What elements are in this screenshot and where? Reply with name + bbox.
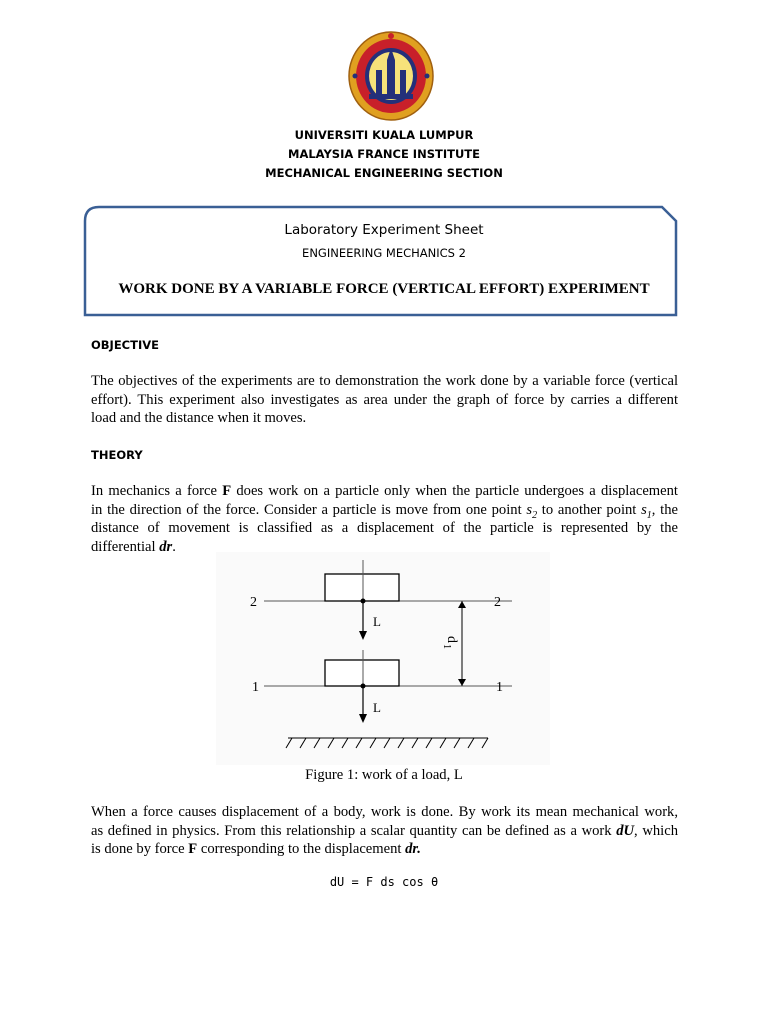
theory-heading: THEORY xyxy=(91,448,143,462)
level-2-left-label: 2 xyxy=(250,595,257,610)
objective-line: load and the distance when it moves. xyxy=(91,410,307,426)
load-label-top: L xyxy=(373,614,381,629)
university-name: UNIVERSITI KUALA LUMPUR xyxy=(294,128,474,142)
work-of-load-figure xyxy=(216,552,550,765)
objective-line: effort). This experiment also investigates as area under the graph of force by carries a different xyxy=(91,391,678,408)
sheet-title: Laboratory Experiment Sheet xyxy=(284,222,484,238)
level-1-right-label: 1 xyxy=(496,680,503,695)
subject-name: ENGINEERING MECHANICS 2 xyxy=(302,246,466,260)
experiment-title: WORK DONE BY A VARIABLE FORCE (VERTICAL EFFORT) EXPERIMENT xyxy=(118,281,650,297)
theory-paragraph: In mechanics a force F does work on a particle only when the particle undergoes a displacement in the direction of the force. Consider a particle is move from one point $s_2$ to another point $s_1$, the distance of movement is classified as a displacement of the particle is represented by the differential dr. xyxy=(91,483,678,555)
level-1-left-label: 1 xyxy=(252,680,259,695)
university-logo xyxy=(347,30,435,122)
work-definition-paragraph: When a force causes displacement of a body, work is done. By work its mean mechanical work, as defined in physics. From this relationship a scalar quantity can be defined as a work dU, which is done by force F corresponding to the displacement dr. xyxy=(91,804,678,857)
svg-text:1: 1 xyxy=(441,644,452,649)
work-equation: dU = F ds cos θ xyxy=(329,875,439,889)
work-line: is done by force xyxy=(91,841,185,857)
objective-paragraph xyxy=(91,372,678,428)
svg-text:d: d xyxy=(444,636,459,643)
level-2-right-label: 2 xyxy=(494,595,501,610)
objective-line: The objectives of the experiments are to demonstration the work done by a variable force (vertical xyxy=(91,373,678,389)
institute-name: MALAYSIA FRANCE INSTITUTE xyxy=(288,147,480,161)
work-line: as defined in physics. From this relationship a scalar quantity can be defined as a work xyxy=(91,822,612,839)
figure-caption: Figure 1: work of a load, L xyxy=(305,767,463,783)
work-line: When a force causes displacement of a body, work is done. By work its mean mechanical work, xyxy=(91,804,678,820)
load-label-bottom: L xyxy=(373,700,381,715)
objective-heading: OBJECTIVE xyxy=(91,338,159,352)
section-name: MECHANICAL ENGINEERING SECTION xyxy=(265,166,503,180)
